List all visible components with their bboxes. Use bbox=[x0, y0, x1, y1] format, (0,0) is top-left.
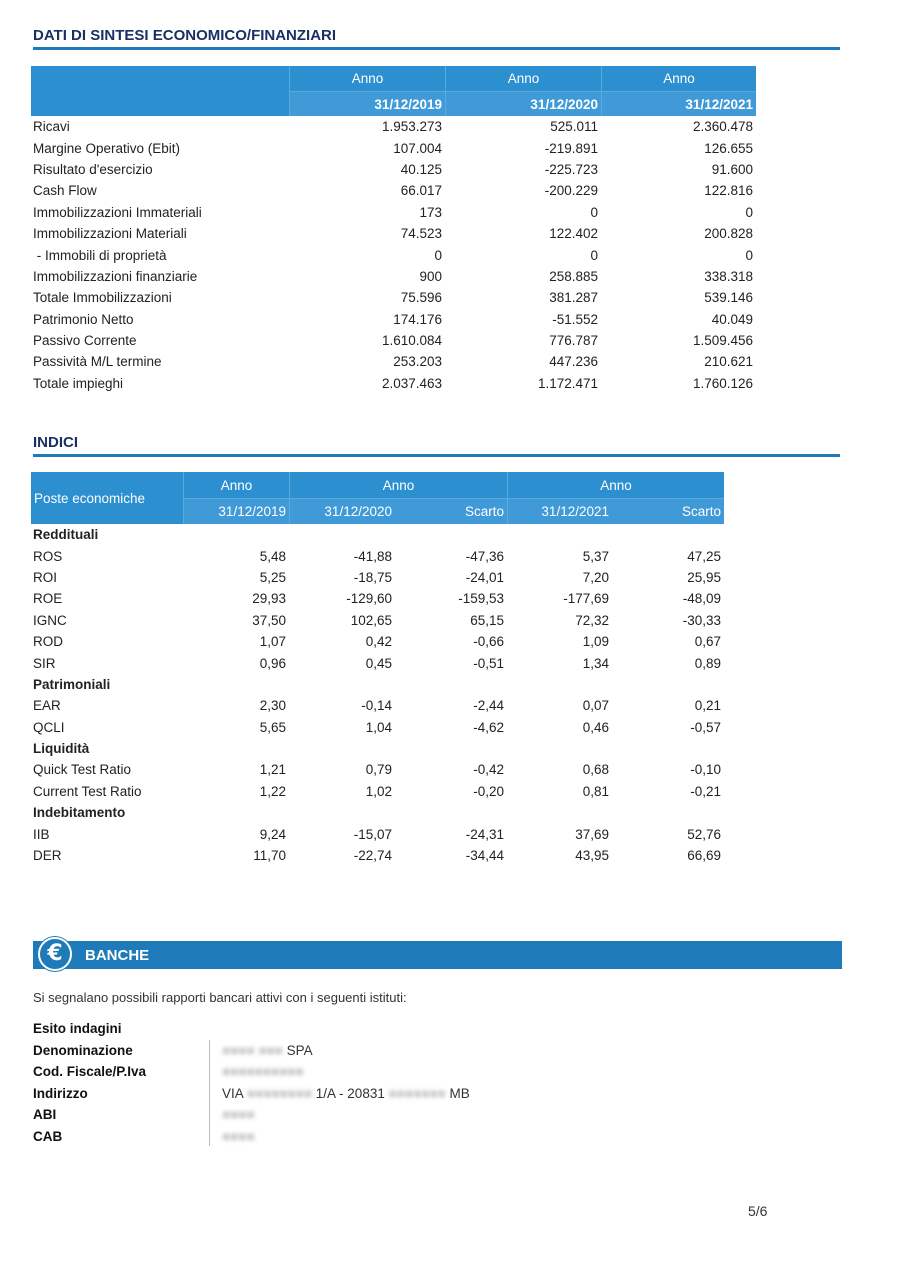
euro-icon: € bbox=[38, 937, 72, 971]
cell-value: 122.816 bbox=[704, 183, 753, 199]
value-denominazione-suffix: SPA bbox=[286, 1043, 313, 1058]
label-esito-indagini: Esito indagini bbox=[33, 1021, 122, 1036]
cell-value: 1,04 bbox=[365, 719, 392, 735]
row-label: SIR bbox=[33, 655, 56, 671]
cell-value: 40.125 bbox=[400, 161, 442, 177]
cell-value: -24,01 bbox=[465, 569, 504, 585]
header-year-label: Anno bbox=[445, 66, 601, 91]
cell-value: 200.828 bbox=[704, 226, 753, 242]
cell-value: 43,95 bbox=[575, 848, 609, 864]
page-number: 5/6 bbox=[748, 1203, 768, 1219]
cell-value: 1,34 bbox=[582, 655, 609, 671]
row-label: Totale Immobilizzazioni bbox=[33, 290, 172, 306]
header-date: 31/12/2020 bbox=[445, 91, 601, 116]
cell-value: 107.004 bbox=[393, 140, 442, 156]
table-row bbox=[31, 180, 756, 201]
redacted-text: ■■■■■■■■■■ bbox=[222, 1064, 304, 1079]
cell-value: 1.509.456 bbox=[692, 333, 753, 349]
row-label: ROD bbox=[33, 634, 63, 650]
cell-value: -4,62 bbox=[473, 719, 504, 735]
table-row bbox=[31, 116, 756, 137]
table-row bbox=[31, 781, 724, 802]
cell-value: 0 bbox=[434, 247, 442, 263]
cell-value: -200.229 bbox=[544, 183, 598, 199]
cell-value: -34,44 bbox=[465, 848, 504, 864]
table-row bbox=[31, 652, 724, 673]
cell-value: -0,14 bbox=[361, 698, 392, 714]
row-label: DER bbox=[33, 848, 62, 864]
section-title-sintesi: DATI DI SINTESI ECONOMICO/FINANZIARI bbox=[33, 27, 337, 44]
cell-value: -30,33 bbox=[682, 612, 721, 628]
table-row bbox=[31, 244, 756, 265]
cell-value: 52,76 bbox=[687, 826, 721, 842]
section-title-indici: INDICI bbox=[33, 434, 78, 451]
value-indirizzo bbox=[222, 1086, 470, 1101]
cell-value: -22,74 bbox=[353, 848, 392, 864]
cell-value: 2.037.463 bbox=[381, 375, 442, 391]
group-row bbox=[31, 738, 724, 759]
cell-value: 0,89 bbox=[694, 655, 721, 671]
cell-value: 210.621 bbox=[704, 354, 753, 370]
table-row bbox=[31, 823, 724, 844]
cell-value: 174.176 bbox=[393, 311, 442, 327]
table-row bbox=[31, 330, 756, 351]
row-label: Immobilizzazioni Materiali bbox=[33, 226, 187, 242]
banche-intro-text: Si segnalano possibili rapporti bancari attivi con i seguenti istituti: bbox=[33, 990, 407, 1005]
cell-value: 37,50 bbox=[252, 612, 286, 628]
label-cod-fiscale: Cod. Fiscale/P.Iva bbox=[33, 1064, 147, 1079]
value-cod-fiscale bbox=[222, 1064, 304, 1079]
header-poste-economiche: Poste economiche bbox=[31, 472, 183, 524]
value-indirizzo-suffix: MB bbox=[449, 1086, 470, 1101]
cell-value: 0,46 bbox=[582, 719, 609, 735]
cell-value: -47,36 bbox=[465, 548, 504, 564]
cell-value: -2,44 bbox=[473, 698, 504, 714]
cell-value: -177,69 bbox=[563, 591, 609, 607]
header-year-label: Anno bbox=[289, 472, 507, 498]
cell-value: 75.596 bbox=[400, 290, 442, 306]
cell-value: 381.287 bbox=[549, 290, 598, 306]
redacted-text: ■■■■■■■■ bbox=[246, 1086, 313, 1101]
value-cab bbox=[222, 1129, 255, 1144]
table-header-row bbox=[31, 472, 724, 498]
row-label: ROS bbox=[33, 548, 63, 564]
cell-value: -41,88 bbox=[353, 548, 392, 564]
group-label: Patrimoniali bbox=[33, 676, 111, 692]
row-label: ROE bbox=[33, 591, 63, 607]
cell-value: 11,70 bbox=[253, 848, 286, 864]
section-rule bbox=[33, 454, 840, 457]
cell-value: -129,60 bbox=[346, 591, 392, 607]
redacted-text: ■■■■■■■ bbox=[388, 1086, 446, 1101]
banche-header-bar bbox=[33, 941, 842, 969]
cell-value: 126.655 bbox=[704, 140, 753, 156]
cell-value: 0,81 bbox=[582, 783, 609, 799]
redacted-text: ■■■■ ■■■ bbox=[222, 1043, 283, 1058]
cell-value: -0,66 bbox=[473, 634, 504, 650]
header-blank bbox=[31, 66, 289, 116]
group-row bbox=[31, 674, 724, 695]
cell-value: 25,95 bbox=[687, 569, 721, 585]
header-date: 31/12/2021 bbox=[507, 498, 612, 524]
table-row bbox=[31, 631, 724, 652]
cell-value: -48,09 bbox=[682, 591, 721, 607]
cell-value: 2.360.478 bbox=[692, 119, 753, 135]
financial-summary-table bbox=[31, 66, 756, 394]
cell-value: -0,57 bbox=[690, 719, 721, 735]
table-row bbox=[31, 287, 756, 308]
value-indirizzo-prefix: VIA bbox=[222, 1086, 244, 1101]
row-label: Patrimonio Netto bbox=[33, 311, 134, 327]
table-row bbox=[31, 610, 724, 631]
row-label: Current Test Ratio bbox=[33, 783, 142, 799]
cell-value: 1,07 bbox=[259, 634, 286, 650]
cell-value: 40.049 bbox=[711, 311, 753, 327]
cell-value: 258.885 bbox=[549, 268, 598, 284]
table-row bbox=[31, 845, 724, 866]
cell-value: 0,45 bbox=[365, 655, 392, 671]
table-row bbox=[31, 695, 724, 716]
row-label: Passività M/L termine bbox=[33, 354, 162, 370]
cell-value: 1,21 bbox=[259, 762, 286, 778]
header-year-label: Anno bbox=[289, 66, 445, 91]
banche-title: BANCHE bbox=[85, 947, 150, 964]
table-row bbox=[31, 373, 756, 394]
table-row bbox=[31, 567, 724, 588]
cell-value: 0,07 bbox=[582, 698, 609, 714]
cell-value: 1.760.126 bbox=[692, 375, 753, 391]
cell-value: 0,67 bbox=[694, 634, 721, 650]
cell-value: 1.953.273 bbox=[381, 119, 442, 135]
cell-value: -0,42 bbox=[473, 762, 504, 778]
label-cab: CAB bbox=[33, 1129, 63, 1144]
cell-value: 37,69 bbox=[575, 826, 609, 842]
bank-divider bbox=[209, 1040, 210, 1146]
cell-value: 47,25 bbox=[687, 548, 721, 564]
row-label: Ricavi bbox=[33, 119, 70, 135]
row-label: Risultato d'esercizio bbox=[33, 161, 153, 177]
cell-value: 1,22 bbox=[259, 783, 286, 799]
cell-value: -219.891 bbox=[544, 140, 598, 156]
cell-value: -0,10 bbox=[690, 762, 721, 778]
cell-value: 1.172.471 bbox=[537, 375, 598, 391]
cell-value: 102,65 bbox=[350, 612, 392, 628]
header-date: 31/12/2019 bbox=[289, 91, 445, 116]
table-row bbox=[31, 588, 724, 609]
group-label: Reddituali bbox=[33, 527, 99, 543]
cell-value: 5,25 bbox=[259, 569, 286, 585]
table-row bbox=[31, 545, 724, 566]
cell-value: 447.236 bbox=[549, 354, 598, 370]
cell-value: 7,20 bbox=[582, 569, 609, 585]
cell-value: 72,32 bbox=[575, 612, 609, 628]
cell-value: 253.203 bbox=[393, 354, 442, 370]
cell-value: 0,79 bbox=[365, 762, 392, 778]
cell-value: 0,96 bbox=[259, 655, 286, 671]
header-year-label: Anno bbox=[507, 472, 724, 498]
row-label: EAR bbox=[33, 698, 61, 714]
cell-value: -0,21 bbox=[690, 783, 721, 799]
cell-value: -18,75 bbox=[353, 569, 392, 585]
cell-value: -0,51 bbox=[473, 655, 504, 671]
row-label: IIB bbox=[33, 826, 50, 842]
cell-value: 65,15 bbox=[470, 612, 504, 628]
header-scarto: Scarto bbox=[395, 498, 507, 524]
cell-value: -15,07 bbox=[353, 826, 392, 842]
cell-value: 66.017 bbox=[400, 183, 442, 199]
row-label: Immobilizzazioni Immateriali bbox=[33, 204, 202, 220]
cell-value: 66,69 bbox=[687, 848, 721, 864]
cell-value: 91.600 bbox=[711, 161, 753, 177]
cell-value: -225.723 bbox=[544, 161, 598, 177]
cell-value: 1,09 bbox=[582, 634, 609, 650]
label-indirizzo: Indirizzo bbox=[33, 1086, 88, 1101]
redacted-text: ■■■■ bbox=[222, 1129, 255, 1144]
cell-value: 5,48 bbox=[259, 548, 286, 564]
cell-value: 0,21 bbox=[694, 698, 721, 714]
cell-value: 122.402 bbox=[549, 226, 598, 242]
header-year-label: Anno bbox=[601, 66, 756, 91]
row-label: - Immobili di proprietà bbox=[33, 247, 167, 263]
table-row bbox=[31, 351, 756, 372]
cell-value: 525.011 bbox=[550, 119, 598, 135]
cell-value: -24,31 bbox=[465, 826, 504, 842]
row-label: Cash Flow bbox=[33, 183, 97, 199]
cell-value: -159,53 bbox=[458, 591, 504, 607]
group-label: Liquidità bbox=[33, 741, 90, 757]
header-year-label: Anno bbox=[183, 472, 289, 498]
indices-table bbox=[31, 472, 724, 866]
cell-value: 5,65 bbox=[259, 719, 286, 735]
group-label: Indebitamento bbox=[33, 805, 126, 821]
header-date: 31/12/2021 bbox=[601, 91, 756, 116]
group-row bbox=[31, 524, 724, 545]
group-row bbox=[31, 802, 724, 823]
cell-value: 338.318 bbox=[704, 268, 753, 284]
table-row bbox=[31, 266, 756, 287]
row-label: Quick Test Ratio bbox=[33, 762, 132, 778]
table-row bbox=[31, 223, 756, 244]
row-label: QCLI bbox=[33, 719, 65, 735]
cell-value: -51.552 bbox=[552, 311, 598, 327]
table-row bbox=[31, 202, 756, 223]
cell-value: 776.787 bbox=[549, 333, 598, 349]
cell-value: 0,68 bbox=[582, 762, 609, 778]
table-row bbox=[31, 309, 756, 330]
cell-value: 1.610.084 bbox=[381, 333, 442, 349]
redacted-text: ■■■■ bbox=[222, 1107, 255, 1122]
row-label: Totale impieghi bbox=[33, 375, 124, 391]
cell-value: 0 bbox=[745, 247, 753, 263]
value-indirizzo-mid: 1/A - 20831 bbox=[315, 1086, 385, 1101]
cell-value: -0,20 bbox=[473, 783, 504, 799]
cell-value: 5,37 bbox=[582, 548, 609, 564]
label-denominazione: Denominazione bbox=[33, 1043, 133, 1058]
table-row bbox=[31, 159, 756, 180]
row-label: Passivo Corrente bbox=[33, 333, 137, 349]
cell-value: 0,42 bbox=[365, 634, 392, 650]
cell-value: 9,24 bbox=[259, 826, 286, 842]
row-label: Immobilizzazioni finanziarie bbox=[33, 268, 198, 284]
cell-value: 0 bbox=[745, 204, 753, 220]
table-row bbox=[31, 759, 724, 780]
value-denominazione bbox=[222, 1043, 313, 1058]
table-row bbox=[31, 137, 756, 158]
cell-value: 2,30 bbox=[259, 698, 286, 714]
cell-value: 539.146 bbox=[704, 290, 753, 306]
cell-value: 173 bbox=[419, 204, 442, 220]
cell-value: 0 bbox=[590, 247, 598, 263]
table-header-row bbox=[31, 66, 756, 91]
table-row bbox=[31, 717, 724, 738]
row-label: Margine Operativo (Ebit) bbox=[33, 140, 181, 156]
row-label: ROI bbox=[33, 569, 58, 585]
row-label: IGNC bbox=[33, 612, 67, 628]
cell-value: 1,02 bbox=[365, 783, 392, 799]
value-abi bbox=[222, 1107, 255, 1122]
cell-value: 29,93 bbox=[252, 591, 286, 607]
section-rule bbox=[33, 47, 840, 50]
header-date: 31/12/2019 bbox=[183, 498, 289, 524]
cell-value: 0 bbox=[590, 204, 598, 220]
header-date: 31/12/2020 bbox=[289, 498, 395, 524]
header-scarto: Scarto bbox=[612, 498, 724, 524]
cell-value: 74.523 bbox=[400, 226, 442, 242]
label-abi: ABI bbox=[33, 1107, 57, 1122]
cell-value: 900 bbox=[419, 268, 442, 284]
